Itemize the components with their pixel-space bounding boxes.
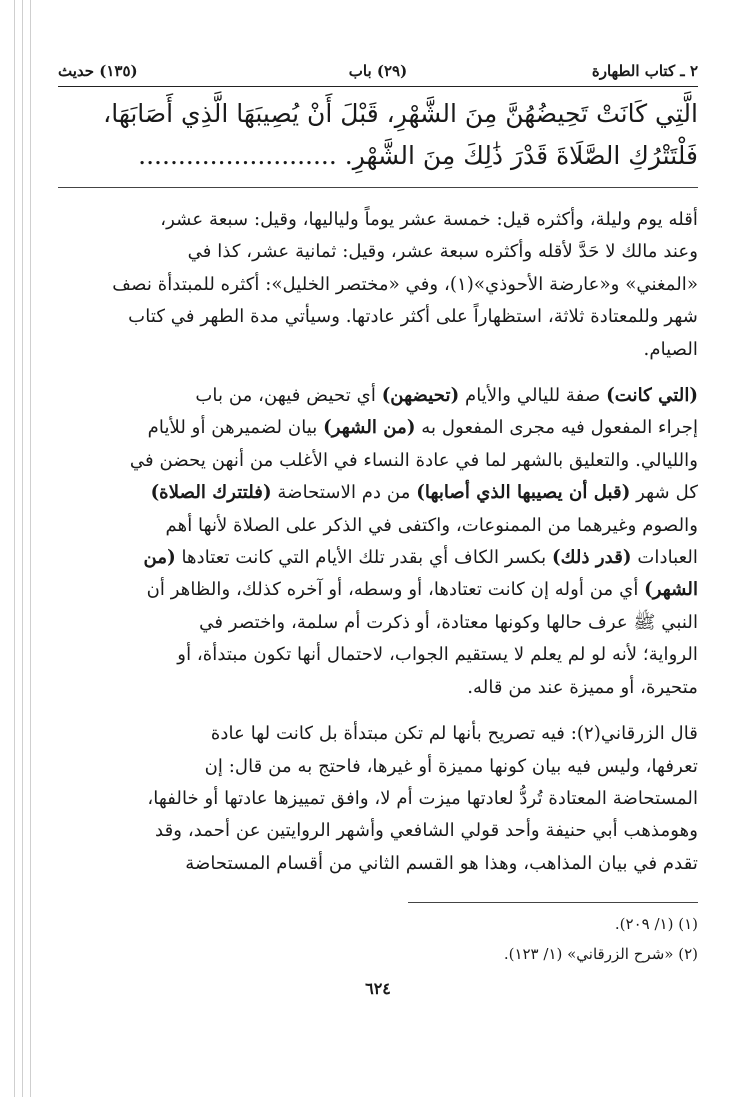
text-line: إجراء المفعول فيه مجرى المفعول به (من الشهر) بيان لضميرهن أو للأيام	[147, 417, 698, 439]
text-line: المستحاضة المعتادة تُردُّ لعادتها ميزت أم لا، وافق تمييزها عادتها أو خالفها،	[147, 787, 698, 809]
text-line: وعند مالك لا حَدَّ لأقله وأكثره سبعة عشر، وقيل: ثمانية عشر، كذا في	[187, 241, 698, 263]
header-rule	[58, 86, 698, 87]
text-line: تعرفها، وليس فيه بيان كونها مميزة أو غيرها، فاحتج به من قال: إن	[204, 755, 698, 777]
quoted-phrase: (التي كانت)	[606, 385, 698, 407]
page-edge-line	[30, 0, 31, 1097]
book-page	[58, 52, 698, 998]
text-line: العبادات (قدر ذلك) بكسر الكاف أي بقدر تلك الأيام التي كانت تعتادها (من	[143, 547, 698, 569]
page-number: ٦٢٤	[365, 979, 391, 999]
quoted-phrase: (قبل أن يصيبها الذي أصابها)	[416, 482, 631, 504]
header-chapter: (٢٩) باب	[348, 62, 408, 80]
footnote-rule	[408, 902, 698, 903]
text-line: والصوم وغيرهما من الممنوعات، واكتفى في الذكر على الصلاة لأنها أهم	[165, 514, 698, 536]
header-hadith-number: (١٣٥) حديث	[58, 62, 138, 80]
quoted-phrase: (من الشهر)	[323, 417, 416, 439]
commentary-paragraph-2	[58, 380, 698, 704]
text-line: «المغني» و«عارضة الأحوذي»(١)، وفي «مختصر الخليل»: أكثره للمبتدأة نصف	[112, 273, 698, 295]
page-edge-line	[14, 0, 15, 1097]
footnote-1: (١) (١/ ٢٠٩).	[614, 915, 698, 934]
text-line: أقله يوم وليلة، وأكثره قيل: خمسة عشر يوماً ولياليها، وقيل: سبعة عشر،	[160, 209, 698, 230]
text-line: الشهر) أي من أوله إن كانت تعتادها، أو وسطه، أو آخره كذلك، والظاهر أن	[146, 579, 698, 601]
text-line: شهر وللمعتادة ثلاثة، استظهاراً على أكثر عادتها. وسيأتي مدة الطهر في كتاب	[128, 306, 698, 328]
quoted-phrase: (فلتترك الصلاة)	[150, 482, 272, 504]
hadith-line-2: فَلْتَتْرُكِ الصَّلَاةَ قَدْرَ ذَٰلِكَ مِنَ الشَّهْرِ. .........................	[138, 141, 698, 170]
header-book-title: ٢ ـ كتاب الطهارة	[591, 62, 698, 80]
quoted-phrase: (تحيضهن)	[381, 385, 460, 407]
hadith-rule	[58, 187, 698, 188]
running-header	[58, 52, 698, 86]
text-line: النبي ﷺ عرف حالها وكونها معتادة، أو ذكرت أم سلمة، واختصر في	[199, 611, 698, 633]
text-line: متحيرة، أو مميزة عند من قاله.	[467, 676, 698, 698]
quoted-phrase: (من	[143, 547, 176, 569]
text-line: قال الزرقاني(٢): فيه تصريح بأنها لم تكن مبتدأة بل كانت لها عادة	[210, 723, 698, 745]
text-line: كل شهر (قبل أن يصيبها الذي أصابها) من دم الاستحاضة (فلتترك الصلاة)	[150, 482, 698, 504]
hadith-text	[58, 93, 698, 177]
footnote-2: (٢) «شرح الزرقاني» (١/ ١٢٣).	[503, 945, 698, 964]
quoted-phrase: الشهر)	[644, 579, 698, 601]
quoted-phrase: (قدر ذلك)	[551, 547, 632, 569]
text-line: والليالي. والتعليق بالشهر لما في عادة النساء في الأغلب من أنهن يحضن في	[129, 449, 698, 471]
commentary-paragraph-3	[58, 718, 698, 880]
commentary-paragraph-1	[58, 204, 698, 366]
text-line: الرواية؛ لأنه لو لم يعلم لا يستقيم الجواب، لاحتمال أنها تكون مبتدأة، أو	[177, 644, 698, 666]
text-line: (التي كانت) صفة لليالي والأيام (تحيضهن) أي تحيض فيهن، من باب	[195, 385, 698, 407]
page-edge-line	[22, 0, 23, 1097]
text-line: تقدم في بيان المذاهب، وهذا هو القسم الثاني من أقسام المستحاضة	[185, 852, 698, 874]
text-line: الصيام.	[643, 338, 698, 360]
hadith-line-1: الَّتِي كَانَتْ تَحِيضُهُنَّ مِنَ الشَّهْرِ، قَبْلَ أَنْ يُصِيبَهَا الَّذِي أَصَابَهَا،	[103, 99, 698, 128]
text-line: وهومذهب أبي حنيفة وأحد قولي الشافعي وأشهر الروايتين عن أحمد، وقد	[155, 820, 698, 842]
